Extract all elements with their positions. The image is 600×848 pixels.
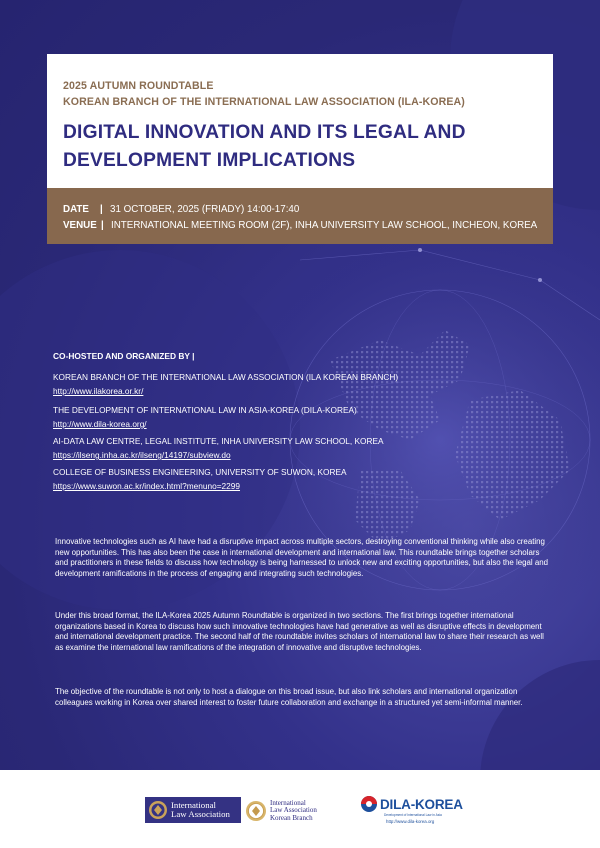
date-separator: | [100, 204, 103, 215]
title-card [47, 54, 553, 188]
organizer-label: KOREAN BRANCH OF THE INTERNATIONAL LAW ASSOCIATION (ILA-KOREA) [63, 96, 465, 108]
venue-row [63, 220, 537, 231]
description-paragraph-3: The objective of the roundtable is not only to host a dialogue on this broad issue, but also link scholars and international organization colleagues working in Korea over shared interest to foster future collaboration and exchange in a structured yet semi-informal manner. [55, 687, 523, 707]
event-title-line-1: DIGITAL INNOVATION AND ITS LEGAL AND [63, 122, 466, 143]
date-value: 31 OCTOBER, 2025 (FRIADY) 14:00-17:40 [110, 204, 300, 215]
organizer-name: KOREAN BRANCH OF THE INTERNATIONAL LAW ASSOCIATION (ILA KOREAN BRANCH) [53, 372, 399, 382]
venue-value: INTERNATIONAL MEETING ROOM (2F), INHA UNIVERSITY LAW SCHOOL, INCHEON, KOREA [111, 220, 538, 231]
ila-korea-logo [245, 798, 317, 824]
date-row [63, 204, 299, 215]
dila-logo-url: http://www.dila-korea.org [386, 819, 435, 824]
organizers-heading: CO-HOSTED AND ORGANIZED BY | [53, 351, 195, 361]
ila-korea-logo-line-3: Korean Branch [270, 813, 313, 822]
organizer-link[interactable]: http://www.ilakorea.or.kr/ [53, 386, 144, 396]
event-title-line-2: DEVELOPMENT IMPLICATIONS [63, 150, 356, 171]
event-info-band [47, 188, 553, 244]
organizer-link[interactable]: https://www.suwon.ac.kr/index.html?menuno=2299 [53, 481, 241, 491]
venue-separator: | [101, 220, 104, 231]
date-label: DATE [63, 204, 89, 215]
organizer-name: COLLEGE OF BUSINESS ENGINEERING, UNIVERSITY OF SUWON, KOREA [53, 467, 347, 477]
ila-logo-text [171, 801, 230, 819]
organizer-link[interactable]: http://www.dila-korea.org/ [53, 419, 147, 429]
ila-emblem-icon [148, 800, 168, 820]
dila-emblem-icon [358, 795, 380, 813]
dila-logo-tagline: Development of International Law in Asia [384, 813, 442, 817]
venue-label: VENUE [63, 220, 97, 231]
ila-logo-line-2: Law Association [171, 809, 230, 819]
ila-korea-logo-line-1: International [270, 798, 306, 807]
organizer-link[interactable]: https://ilseng.inha.ac.kr/ilseng/14197/subview.do [53, 450, 231, 460]
description-paragraph-1: Innovative technologies such as AI have had a disruptive impact across multiple sectors, destroying conventional thinking while also creating new opportunities. This has also been the case in international development and international law. This roundtable brings together scholars and practitioners in these fields to discuss how technology is being harnessed to unlock new and exciting opportunities, but also the legal and development ramifications in the process of engaging and integrating such technologies. [55, 537, 549, 578]
organizer-name: AI-DATA LAW CENTRE, LEGAL INSTITUTE, INHA UNIVERSITY LAW SCHOOL, KOREA [53, 436, 384, 446]
ila-logo [145, 797, 241, 823]
footer-logos [0, 770, 600, 848]
event-series-label: 2025 AUTUMN ROUNDTABLE [63, 80, 214, 92]
description-paragraph-2: Under this broad format, the ILA-Korea 2025 Autumn Roundtable is organized in two sections. The first brings together international organizations based in Korea to discuss how such innovative technologies have had generative as well as disruptive effects in development and international development practice. The second half of the roundtable invites scholars of international law to share their research as well as examine the international law ramifications of the integration of innovative and disruptive technologies. [55, 611, 544, 652]
dila-logo-wordmark: DILA-KOREA [380, 797, 463, 812]
ila-logo-line-1: International [171, 800, 216, 810]
organizer-name: THE DEVELOPMENT OF INTERNATIONAL LAW IN ASIA-KOREA (DILA-KOREA) [53, 405, 357, 415]
dila-korea-logo [358, 795, 463, 827]
ila-korea-logo-line-2: Law Association [270, 806, 317, 815]
ila-korea-logo-text [270, 800, 317, 823]
ila-korea-emblem-icon [245, 800, 267, 822]
